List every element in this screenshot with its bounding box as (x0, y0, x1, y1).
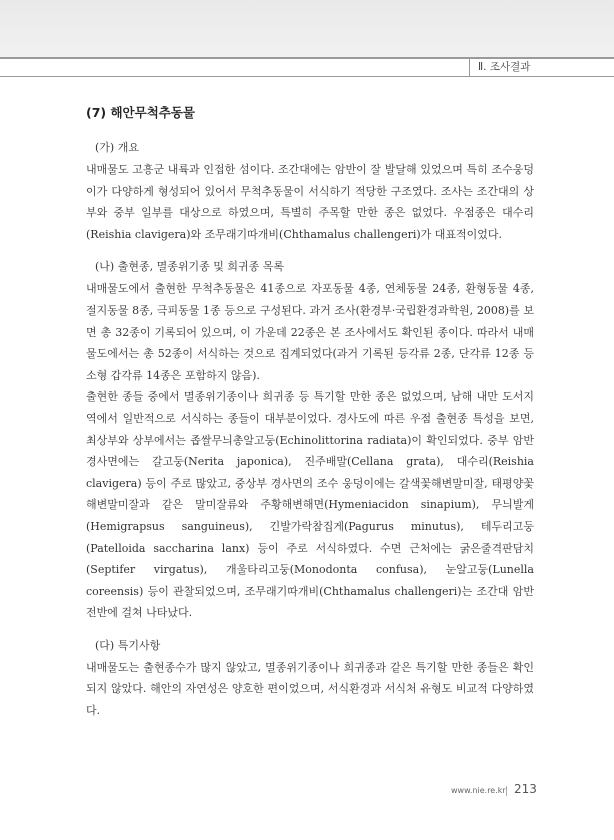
remarks-paragraph: 내매물도는 출현종수가 많지 않았고, 멸종위기종이나 희귀종과 같은 특기할 만한 종들은 확인되지 않았다. 해안의 자연성은 양호한 편이었으며, 서식환경과 서식처 유형도 비교적 다양하였다. (86, 660, 534, 718)
header-band (0, 0, 614, 57)
page-number: 213 (514, 782, 537, 796)
page-content (86, 103, 534, 722)
species-paragraph-1: 내매물도에서 출현한 무척추동물은 41종으로 자포동물 4종, 연체동물 24종, 환형동물 4종, 절지동물 8종, 극피동물 1종 등으로 구성된다. 과거 조사(환경부·국립환경과학원, 2008)를 보면 총 32종이 기록되어 있으며, 이 가운데 22종은 본 조사에서도 확인된 종이다. 따라서 내매물도에서는 총 52종이 서식하는 것으로 집계되었다(과거 기록된 등각류 2종, 단각류 12종 등 소형 갑각류 14종은 포함하지 않음). (86, 282, 534, 382)
overview-paragraph: 내매물도 고흥군 내륙과 인접한 섬이다. 조간대에는 암반이 잘 발달해 있었으며 특히 조수웅덩이가 다양하게 형성되어 있어서 무척추동물이 서식하기 적당한 구조였다. 조사는 조간대의 상부와 중부 일부를 대상으로 하였으며, 특별히 주목할 만한 종은 없었다. 우점종은 대수리(Reishia clavigera)와 조무래기따개비(Chthamalus challengeri)가 대표적이었다. (86, 163, 534, 241)
footer-url: www.nie.re.kr (451, 786, 506, 795)
section-title: (7) 해안무척추동물 (86, 105, 196, 120)
subsection-heading-species-list: (나) 출현종, 멸종위기종 및 희귀종 목록 (95, 260, 284, 274)
header-rule-bottom (0, 76, 614, 77)
subsection-heading-overview: (가) 개요 (95, 141, 139, 154)
species-paragraph-2: 출현한 종들 중에서 멸종위기종이나 희귀종 등 특기할 만한 종은 없었으며, 남해 내만 도서지역에서 일반적으로 서식하는 종들이 대부분이었다. 경사도에 따른 우점 출현종 특성을 보면, 최상부와 상부에서는 좁쌀무늬총알고둥(Echinolittorina radiata)이 확인되었다. 중부 암반 경사면에는 갈고둥(Nerita japonica), 진주배말(Cellana grata), 대수리(Reishia clavigera) 등이 주로 많았고, 중상부 경사면의 조수 웅덩이에는 갈색꽃해변말미잘, 태평양꽃해변말미잘과 같은 말미잘류와 주황해변해면(Hymeniacidon sinapium), 무늬발게(Hemigrapsus sanguineus), 긴발가락참집게(Pagurus minutus), 테두리고둥(Patelloida saccharina lanx) 등이 주로 서식하였다. 수면 근처에는 굵은줄격판담치(Septifer virgatus), 개울타리고둥(Monodonta confusa), 눈알고둥(Lunella coreensis) 등이 관찰되었으며, 조무래기따개비(Chthamalus challengeri)는 조간대 암반 전반에 걸쳐 나타났다. (86, 390, 534, 620)
subsection-heading-remarks: (다) 특기사항 (95, 638, 161, 652)
footer-separator (506, 786, 507, 796)
section-tag: Ⅱ. 조사결과 (469, 59, 614, 76)
